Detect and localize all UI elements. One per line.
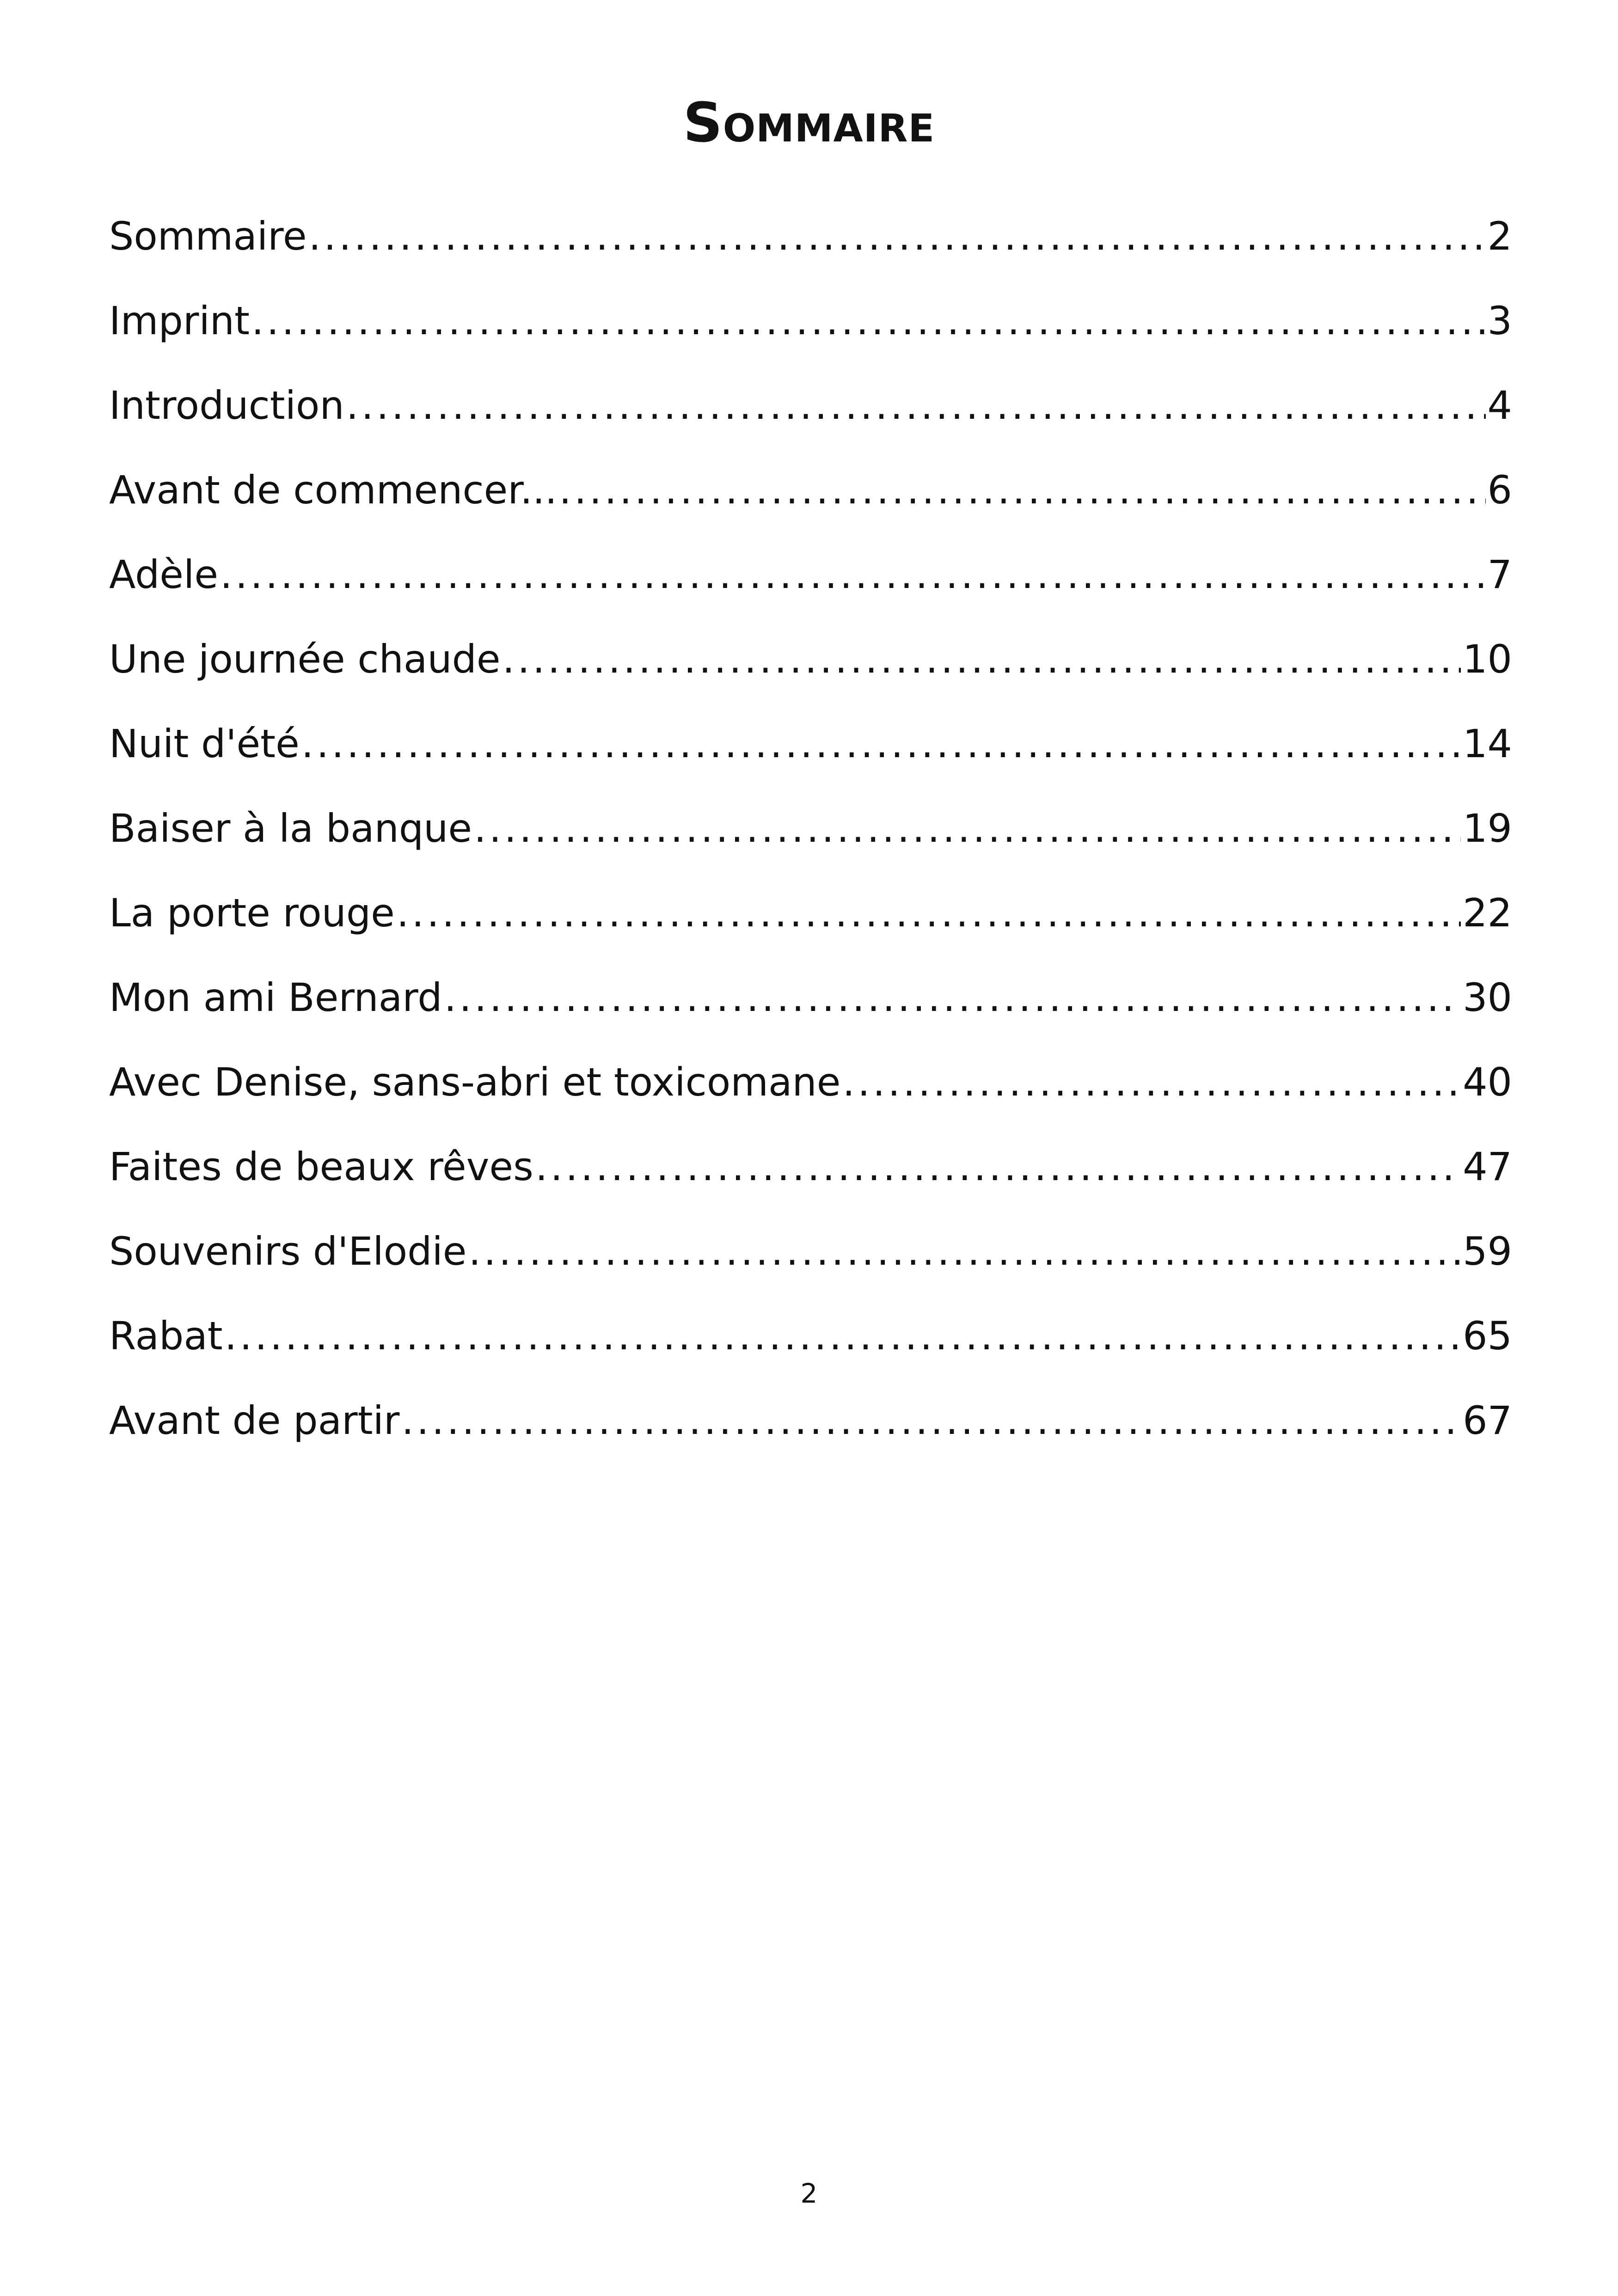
toc-leader-dots	[444, 955, 1461, 1040]
toc-entry[interactable]	[109, 617, 1512, 702]
toc-entry-page: 59	[1463, 1229, 1512, 1274]
page-number: 2	[800, 2178, 818, 2209]
toc-entry[interactable]	[109, 1209, 1512, 1294]
toc-entry-label: Sommaire	[109, 214, 307, 259]
toc-leader-dots	[225, 1294, 1461, 1378]
toc-leader-dots	[309, 194, 1486, 279]
toc-entry[interactable]	[109, 1040, 1512, 1125]
toc-leader-dots	[251, 279, 1486, 363]
toc-entry[interactable]	[109, 533, 1512, 617]
toc-entry-page: 2	[1487, 214, 1512, 259]
toc-entry[interactable]	[109, 279, 1512, 363]
toc-leader-dots	[346, 363, 1486, 448]
toc-entry-label: Introduction	[109, 383, 344, 428]
toc-entry[interactable]	[109, 363, 1512, 448]
toc-entry[interactable]	[109, 1378, 1512, 1463]
toc-entry-label: Avant de commencer...	[109, 467, 558, 513]
toc-entry-page: 19	[1463, 806, 1512, 851]
toc-entry-page: 47	[1463, 1144, 1512, 1189]
toc-leader-dots	[474, 786, 1461, 871]
table-of-contents	[109, 194, 1512, 1463]
toc-entry[interactable]	[109, 786, 1512, 871]
toc-entry-label: La porte rouge	[109, 890, 395, 936]
toc-entry-label: Souvenirs d'Elodie	[109, 1229, 467, 1274]
toc-entry-page: 22	[1463, 890, 1512, 936]
toc-entry[interactable]	[109, 448, 1512, 533]
page-title: Sommaire	[683, 91, 935, 154]
toc-entry-page: 3	[1487, 298, 1512, 343]
toc-entry[interactable]	[109, 1294, 1512, 1378]
toc-leader-dots	[842, 1040, 1461, 1125]
toc-entry-page: 4	[1487, 383, 1512, 428]
toc-leader-dots	[503, 617, 1461, 702]
toc-entry-label: Avec Denise, sans-abri et toxicomane	[109, 1059, 841, 1105]
toc-leader-dots	[301, 702, 1461, 786]
toc-entry-page: 65	[1463, 1313, 1512, 1359]
toc-entry-label: Une journée chaude	[109, 637, 501, 682]
toc-entry-label: Baiser à la banque	[109, 806, 472, 851]
toc-entry-label: Adèle	[109, 552, 219, 597]
toc-entry[interactable]	[109, 702, 1512, 786]
toc-leader-dots	[401, 1378, 1461, 1463]
toc-entry-page: 30	[1463, 975, 1512, 1020]
toc-entry[interactable]	[109, 194, 1512, 279]
toc-entry-page: 40	[1463, 1059, 1512, 1105]
toc-entry[interactable]	[109, 955, 1512, 1040]
toc-entry-label: Mon ami Bernard	[109, 975, 442, 1020]
toc-leader-dots	[559, 448, 1485, 533]
toc-entry-label: Nuit d'été	[109, 721, 300, 766]
toc-leader-dots	[220, 533, 1486, 617]
toc-leader-dots	[535, 1125, 1461, 1209]
toc-entry-page: 10	[1463, 637, 1512, 682]
toc-entry-label: Rabat	[109, 1313, 223, 1359]
toc-entry-page: 6	[1487, 467, 1512, 513]
toc-entry[interactable]	[109, 871, 1512, 955]
toc-entry-page: 7	[1487, 552, 1512, 597]
toc-entry-page: 67	[1463, 1398, 1512, 1443]
toc-entry-page: 14	[1463, 721, 1512, 766]
toc-entry-label: Imprint	[109, 298, 250, 343]
toc-entry-label: Avant de partir	[109, 1398, 400, 1443]
toc-entry[interactable]	[109, 1125, 1512, 1209]
toc-leader-dots	[397, 871, 1461, 955]
toc-leader-dots	[468, 1209, 1461, 1294]
toc-entry-label: Faites de beaux rêves	[109, 1144, 533, 1189]
